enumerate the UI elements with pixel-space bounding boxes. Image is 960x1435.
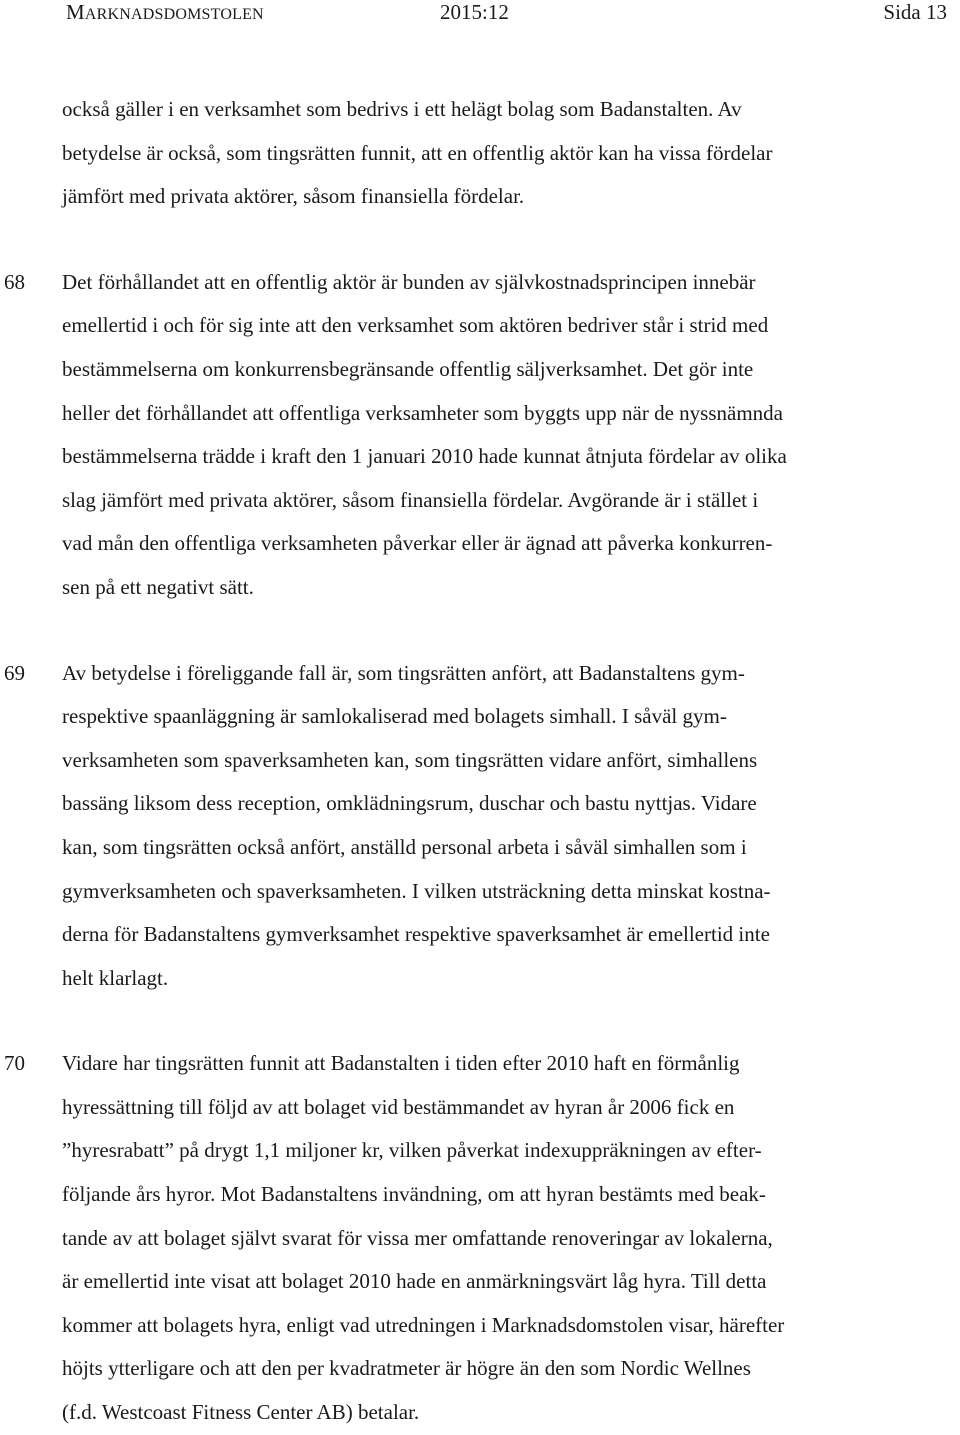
text-line: tande av att bolaget självt svarat för vissa mer omfattande renoveringar av lokalerna,: [62, 1225, 773, 1250]
text-line: bestämmelserna om konkurrensbegränsande offentlig säljverksamhet. Det gör inte: [62, 356, 754, 381]
numbered-paragraph: [0, 1042, 960, 1434]
paragraph-number: 70: [4, 1051, 25, 1076]
page-number: Sida 13: [883, 0, 947, 24]
numbered-paragraph: [0, 261, 960, 610]
numbered-paragraph: [0, 652, 960, 1001]
text-line: jämfört med privata aktörer, såsom finansiella fördelar.: [62, 184, 525, 209]
text-line: verksamheten som spaverksamheten kan, som tingsrätten vidare anfört, simhallens: [62, 747, 758, 772]
paragraph-text: [62, 88, 938, 219]
text-line: Det förhållandet att en offentlig aktör är bunden av självkostnadsprincipen innebär: [62, 269, 756, 294]
case-number: 2015:12: [440, 0, 509, 24]
text-line: betydelse är också, som tingsrätten funnit, att en offentlig aktör kan ha vissa fördelar: [62, 140, 773, 165]
text-line: ”hyresrabatt” på drygt 1,1 miljoner kr, vilken påverkat indexuppräkningen av efter-: [62, 1138, 762, 1163]
continued-paragraph: [0, 88, 960, 219]
court-name: [66, 0, 264, 30]
text-line: sen på ett negativt sätt.: [62, 574, 254, 599]
text-line: respektive spaanläggning är samlokaliserad med bolagets simhall. I såväl gym-: [62, 704, 727, 729]
text-line: Vidare har tingsrätten funnit att Badanstalten i tiden efter 2010 haft en förmånlig: [62, 1051, 740, 1076]
paragraph-text: [62, 261, 938, 610]
paragraph-text: [62, 1042, 938, 1434]
text-line: vad mån den offentliga verksamheten påverkar eller är ägnad att påverka konkurren-: [62, 531, 773, 556]
text-line: Av betydelse i föreliggande fall är, som tingsrätten anfört, att Badanstaltens gym-: [62, 660, 745, 685]
text-line: är emellertid inte visat att bolaget 2010 hade en anmärkningsvärt låg hyra. Till detta: [62, 1269, 767, 1294]
paragraph-number: 69: [4, 660, 25, 685]
court-name-initial: M: [66, 0, 85, 24]
document-body: [0, 88, 960, 1435]
text-line: bassäng liksom dess reception, omklädningsrum, duschar och bastu nyttjas. Vidare: [62, 791, 757, 816]
text-line: följande års hyror. Mot Badanstaltens invändning, om att hyran bestämts med beak-: [62, 1182, 766, 1207]
text-line: (f.d. Westcoast Fitness Center AB) betalar.: [62, 1400, 420, 1425]
page-header: [0, 0, 960, 30]
text-line: helt klarlagt.: [62, 965, 169, 990]
text-line: slag jämfört med privata aktörer, såsom finansiella fördelar. Avgörande är i stället i: [62, 487, 759, 512]
text-line: höjts ytterligare och att den per kvadratmeter är högre än den som Nordic Wellnes: [62, 1356, 751, 1381]
text-line: emellertid i och för sig inte att den verksamhet som aktören bedriver står i strid med: [62, 313, 769, 338]
text-line: också gäller i en verksamhet som bedrivs i ett helägt bolag som Badanstalten. Av: [62, 97, 742, 121]
text-line: kan, som tingsrätten också anfört, anställd personal arbeta i såväl simhallen som i: [62, 834, 747, 859]
text-line: hyressättning till följd av att bolaget vid bestämmandet av hyran år 2006 fick en: [62, 1094, 735, 1119]
court-name-rest: ARKNADSDOMSTOLEN: [84, 6, 264, 23]
text-line: bestämmelserna trädde i kraft den 1 januari 2010 hade kunnat åtnjuta fördelar av olika: [62, 444, 787, 469]
text-line: derna för Badanstaltens gymverksamhet respektive spaverksamhet är emellertid inte: [62, 922, 770, 947]
paragraph-spacer: [0, 219, 960, 261]
paragraph-spacer: [0, 610, 960, 652]
text-line: gymverksamheten och spaverksamheten. I vilken utsträckning detta minskat kostna-: [62, 878, 771, 903]
paragraph-spacer: [0, 1000, 960, 1042]
text-line: kommer att bolagets hyra, enligt vad utredningen i Marknadsdomstolen visar, härefter: [62, 1312, 785, 1337]
paragraph-number: 68: [4, 269, 25, 294]
text-line: heller det förhållandet att offentliga verksamheter som byggts upp när de nyssnämnda: [62, 400, 783, 425]
paragraph-text: [62, 652, 938, 1001]
